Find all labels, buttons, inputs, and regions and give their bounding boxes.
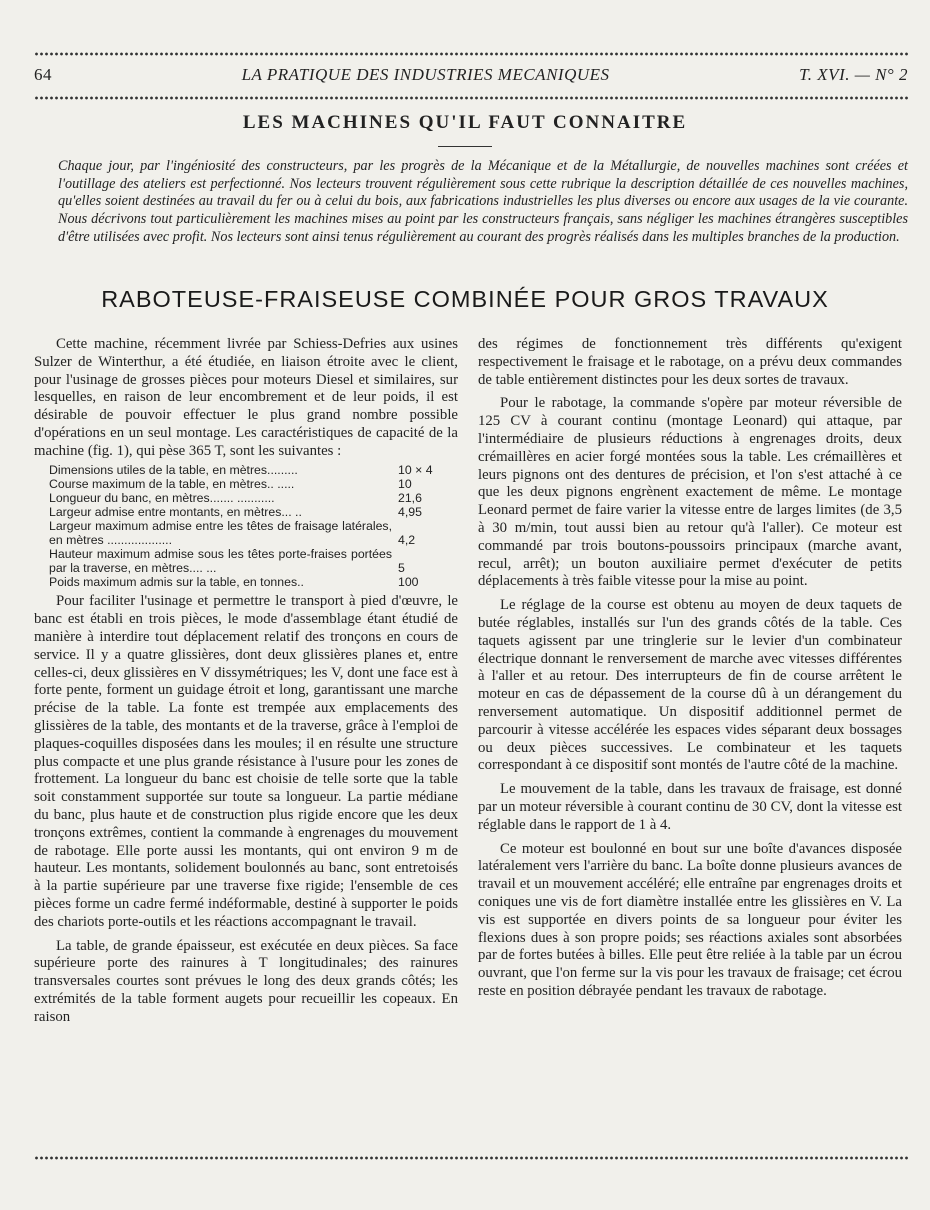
article-title: RABOTEUSE-FRAISEUSE COMBINÉE POUR GROS TRAVAUX xyxy=(101,286,829,312)
spec-row xyxy=(34,547,458,575)
journal-title: LA PRATIQUE DES INDUSTRIES MECANIQUES xyxy=(241,65,610,84)
spec-label: Hauteur maximum admise sous les têtes porte-fraises portées par la traverse, en mètres.... ... xyxy=(49,547,392,576)
spec-row xyxy=(34,519,458,547)
paragraph: Pour le rabotage, la commande s'opère par moteur réversible de 125 CV à courant continu (montage Leonard) qui attaque, par l'intermédiaire de plusieurs réductions à engrenages droits, deux crémaillères en acier forgé montées sous la table. Les crémaillères et leurs pignons ont des dentures de précision, et l'on s'est attaché à ce que les deux pignons engrènent exactement de même. Le montage Leonard permet de faire varier la vitesse entre de larges limites (de 3,5 à 30 m/min, tout aussi bien au retour qu'à l'aller). Ce moteur est commandé par trois boutons-poussoirs principaux (marche avant, recul, arrêt); un bouton auxiliaire permet d'exécuter de petits déplacements à très faible vitesse pour la mise au point. xyxy=(478,395,902,590)
right-column xyxy=(478,336,902,1001)
spec-label: Largeur admise entre montants, en mètres... .. xyxy=(49,504,302,519)
volume-issue: T. XVI. — N° 2 xyxy=(799,65,908,84)
paragraph: La table, de grande épaisseur, est exécutée en deux pièces. Sa face supérieure porte des rainures à T longitudinales; des rainures transversales courtes sont prévues le long des deux grands côtés; les extrémités de la table forment augets pour recueillir les copeaux. En raison xyxy=(34,937,458,1025)
left-column xyxy=(34,336,458,1027)
spec-table xyxy=(34,463,458,590)
paragraph: des régimes de fonctionnement très différents qu'exigent respectivement le fraisage et le rabotage, on a prévu deux commandes de table entièrement distinctes pour les deux sortes de travaux. xyxy=(478,336,902,388)
section-title: LES MACHINES QU'IL FAUT CONNAITRE xyxy=(242,112,688,133)
paragraph: Cette machine, récemment livrée par Schiess-Defries aux usines Sulzer de Winterthur, a été étudiée, en liaison étroite avec le client, pour l'usinage de grosses pièces pour moteurs Diesel et similaires, sur lesquelles, en raison de leur encombrement et de leur poids, il est désirable de pouvoir effectuer le plus grand nombre possible d'opérations en un seul montage. Les caractéristiques de capacité de la machine (fig. 1), qui pèse 365 T, sont les suivantes : xyxy=(34,336,458,459)
top-dotted-rule xyxy=(34,52,908,56)
spec-value: 21,6 xyxy=(398,490,422,505)
spec-value: 4,95 xyxy=(398,504,422,519)
spec-value: 10 xyxy=(398,476,412,491)
spec-row xyxy=(34,463,458,477)
spec-label: Longueur du banc, en mètres....... ........... xyxy=(49,490,275,505)
section-intro: Chaque jour, par l'ingéniosité des constructeurs, par les progrès de la Mécanique et de la Métallurgie, de nouvelles machines sont créées et l'outillage des ateliers est perfectionné. Nos lecteurs trouvent régulièrement sous cette rubrique la description détaillée de ces nouvelles machines, qu'elles soient destinées au travail du fer ou à celui du bois, aux fabrications industrielles les plus diverses ou encore aux usages de la vie courante. Nous décrivons tout particulièrement les machines mises au point par les constructeurs français, sans négliger les machines étrangères susceptibles d'être utilisées avec profit. Nos lecteurs sont ainsi tenus régulièrement au courant des progrès réalisés dans les multiples branches de la production. xyxy=(58,158,908,245)
paragraph: Pour faciliter l'usinage et permettre le transport à pied d'œuvre, le banc est établi en trois pièces, le mode d'assemblage étant étudié de manière à interdire tout déplacement relatif des tronçons en cours de service. Il y a quatre glissières, dont deux glissières planes et, entre celles-ci, deux glissières en V dissymétriques; les V, dont une face est à forte pente, forment un guidage étroit et long, garantissant une marche précise de la table. La fonte est trempée aux emplacements des glissières de la table, des montants et de la traverse, grâce à l'emploi de plaques-coquilles disposées dans les moules; il en résulte une structure plus compacte et une plus grande résistance à l'usure pour les zones de frottement. La longueur du banc est choisie de telle sorte que la table soit constamment supportée sur toute sa longueur. La partie médiane du banc, plus haute et de construction plus rigide encore que les deux tronçons extrêmes, contient la commande à engrenages du mouvement de rabotage. Elle porte aussi les montants, qui ont environ 9 m de hauteur. Les montants, solidement boulonnés au banc, sont entretoisés à la partie supérieure par une traverse fixe rigide; l'ensemble de ces pièces forme un cadre fermé indéformable, destiné à supporter le poids des chariots porte-outils et les réactions accompagnant le travail. xyxy=(34,593,458,930)
spec-value: 10 × 4 xyxy=(398,462,433,477)
spec-row xyxy=(34,477,458,491)
paragraph: Le réglage de la course est obtenu au moyen de deux taquets de butée réglables, installés sur l'un des grands côtés de la table. Ces taquets agissent par une tringlerie sur le levier d'un combinateur électrique donnant le renversement de marche avec vitesses différentes à l'aller et au retour. Des interrupteurs de fin de course arrêtent le moteur en cas de dépassement de la course dû à un dérangement du renversement automatique. Un dispositif additionnel permet de parcourir à vitesse accélérée les espaces vides séparant deux bossages ou deux pièces successives. Le combinateur et les taquets correspondant à ce dispositif sont montés de l'autre côté de la machine. xyxy=(478,597,902,774)
spec-label: Poids maximum admis sur la table, en tonnes.. xyxy=(49,575,304,590)
paragraph: Le mouvement de la table, dans les travaux de fraisage, est donné par un moteur réversible à courant continu de 30 CV, dont la vitesse est réglable dans le rapport de 1 à 4. xyxy=(478,781,902,833)
paragraph: Ce moteur est boulonné en bout sur une boîte d'avances disposée latéralement vers l'arrière du banc. La boîte donne plusieurs avances de travail et un mouvement accéléré; elle entraîne par engrenages droits et coniques une vis de fort diamètre installée entre les glissières en V. La vis est supportée en divers points de sa longueur pour éviter les flexions dues à son propre poids; ses réactions axiales sont absorbées par de fortes butées à billes. Elle peut être reliée à la table par un écrou ouvrant, que l'on ferme sur la vis pour les travaux de fraisage; cet écrou reste en position débrayée pendant les travaux de rabotage. xyxy=(478,840,902,999)
spec-value: 4,2 xyxy=(398,533,416,548)
running-header xyxy=(34,60,908,90)
section-rule xyxy=(438,146,492,147)
spec-row xyxy=(34,505,458,519)
spec-label: Largeur maximum admise entre les têtes de fraisage latérales, en mètres ................... xyxy=(49,518,392,548)
bottom-dotted-rule xyxy=(34,1156,908,1160)
spec-row xyxy=(34,575,458,589)
spec-label: Dimensions utiles de la table, en mètres......... xyxy=(49,462,298,477)
spec-value: 100 xyxy=(398,575,419,590)
header-dotted-rule xyxy=(34,96,908,100)
spec-label: Course maximum de la table, en mètres.. ..... xyxy=(49,476,295,491)
page-number: 64 xyxy=(34,65,52,84)
spec-value: 5 xyxy=(398,561,405,576)
spec-row xyxy=(34,491,458,505)
